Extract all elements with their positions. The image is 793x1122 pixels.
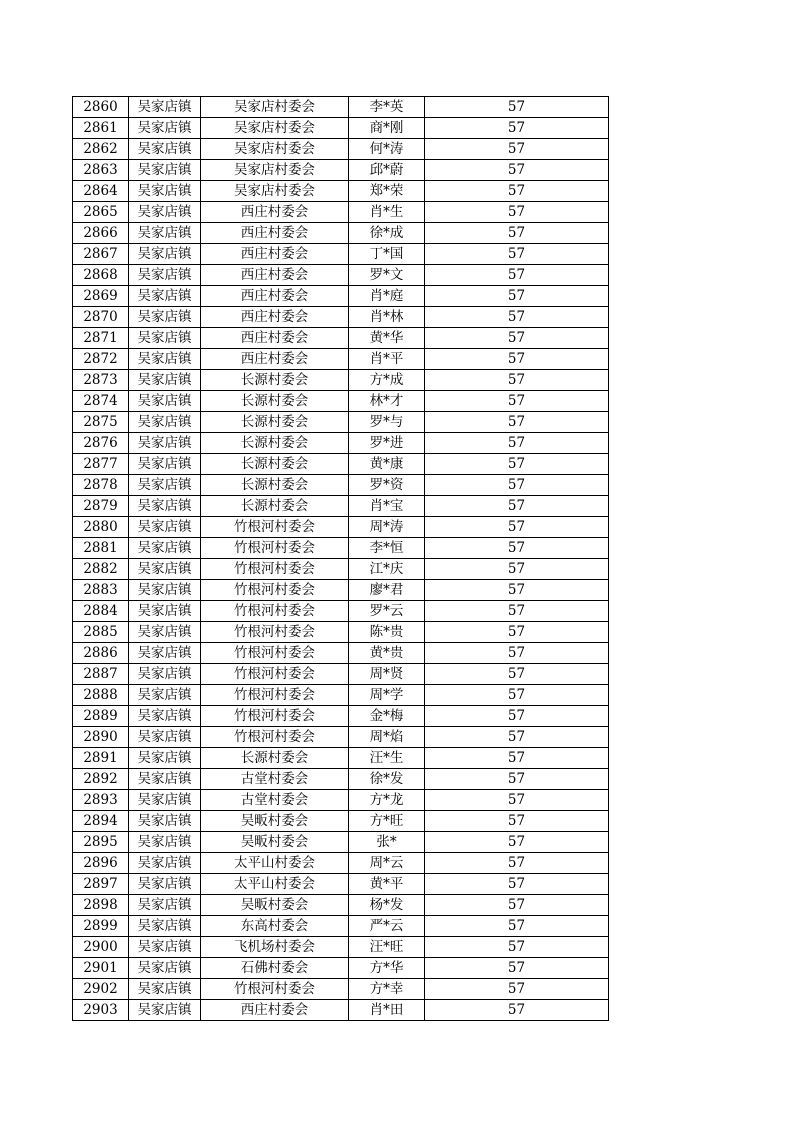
table-row xyxy=(73,370,609,391)
table-row xyxy=(73,412,609,433)
town-cell: 吴家店镇 xyxy=(129,307,201,328)
person-name-cell: 李*英 xyxy=(349,97,425,118)
amount-cell: 57 xyxy=(425,832,609,853)
person-name-cell: 林*才 xyxy=(349,391,425,412)
table-row xyxy=(73,328,609,349)
amount-cell: 57 xyxy=(425,265,609,286)
village-committee-cell: 古堂村委会 xyxy=(201,769,349,790)
amount-cell: 57 xyxy=(425,601,609,622)
town-cell: 吴家店镇 xyxy=(129,559,201,580)
person-name-cell: 黄*康 xyxy=(349,454,425,475)
table-row xyxy=(73,601,609,622)
town-cell: 吴家店镇 xyxy=(129,685,201,706)
village-committee-cell: 吴家店村委会 xyxy=(201,97,349,118)
table-row xyxy=(73,160,609,181)
village-committee-cell: 竹根河村委会 xyxy=(201,538,349,559)
village-committee-cell: 长源村委会 xyxy=(201,412,349,433)
row-number-cell: 2866 xyxy=(73,223,129,244)
row-number-cell: 2878 xyxy=(73,475,129,496)
amount-cell: 57 xyxy=(425,475,609,496)
person-name-cell: 邱*蔚 xyxy=(349,160,425,181)
row-number-cell: 2876 xyxy=(73,433,129,454)
amount-cell: 57 xyxy=(425,874,609,895)
row-number-cell: 2897 xyxy=(73,874,129,895)
village-committee-cell: 石佛村委会 xyxy=(201,958,349,979)
town-cell: 吴家店镇 xyxy=(129,601,201,622)
amount-cell: 57 xyxy=(425,979,609,1000)
table-row xyxy=(73,727,609,748)
person-name-cell: 方*成 xyxy=(349,370,425,391)
row-number-cell: 2892 xyxy=(73,769,129,790)
amount-cell: 57 xyxy=(425,433,609,454)
person-name-cell: 罗*进 xyxy=(349,433,425,454)
town-cell: 吴家店镇 xyxy=(129,769,201,790)
table-row xyxy=(73,664,609,685)
town-cell: 吴家店镇 xyxy=(129,349,201,370)
table-row xyxy=(73,97,609,118)
village-committee-cell: 西庄村委会 xyxy=(201,328,349,349)
row-number-cell: 2895 xyxy=(73,832,129,853)
person-name-cell: 汪*生 xyxy=(349,748,425,769)
table-row xyxy=(73,202,609,223)
town-cell: 吴家店镇 xyxy=(129,580,201,601)
village-committee-cell: 竹根河村委会 xyxy=(201,727,349,748)
amount-cell: 57 xyxy=(425,895,609,916)
table-row xyxy=(73,790,609,811)
person-name-cell: 方*华 xyxy=(349,958,425,979)
person-name-cell: 廖*君 xyxy=(349,580,425,601)
amount-cell: 57 xyxy=(425,538,609,559)
row-number-cell: 2901 xyxy=(73,958,129,979)
person-name-cell: 周*云 xyxy=(349,853,425,874)
person-name-cell: 周*学 xyxy=(349,685,425,706)
village-committee-cell: 吴家店村委会 xyxy=(201,181,349,202)
amount-cell: 57 xyxy=(425,685,609,706)
amount-cell: 57 xyxy=(425,559,609,580)
person-name-cell: 张* xyxy=(349,832,425,853)
table-row xyxy=(73,223,609,244)
row-number-cell: 2891 xyxy=(73,748,129,769)
amount-cell: 57 xyxy=(425,202,609,223)
village-committee-cell: 西庄村委会 xyxy=(201,244,349,265)
town-cell: 吴家店镇 xyxy=(129,979,201,1000)
amount-cell: 57 xyxy=(425,181,609,202)
table-row xyxy=(73,706,609,727)
row-number-cell: 2877 xyxy=(73,454,129,475)
town-cell: 吴家店镇 xyxy=(129,538,201,559)
amount-cell: 57 xyxy=(425,664,609,685)
town-cell: 吴家店镇 xyxy=(129,916,201,937)
person-name-cell: 黄*贵 xyxy=(349,643,425,664)
village-committee-cell: 长源村委会 xyxy=(201,391,349,412)
amount-cell: 57 xyxy=(425,349,609,370)
amount-cell: 57 xyxy=(425,370,609,391)
table-row xyxy=(73,1000,609,1021)
table-row xyxy=(73,622,609,643)
person-name-cell: 肖*宝 xyxy=(349,496,425,517)
row-number-cell: 2872 xyxy=(73,349,129,370)
amount-cell: 57 xyxy=(425,412,609,433)
amount-cell: 57 xyxy=(425,853,609,874)
person-name-cell: 李*恒 xyxy=(349,538,425,559)
amount-cell: 57 xyxy=(425,454,609,475)
row-number-cell: 2864 xyxy=(73,181,129,202)
row-number-cell: 2880 xyxy=(73,517,129,538)
person-name-cell: 严*云 xyxy=(349,916,425,937)
table-row xyxy=(73,748,609,769)
row-number-cell: 2875 xyxy=(73,412,129,433)
table-row xyxy=(73,643,609,664)
town-cell: 吴家店镇 xyxy=(129,370,201,391)
amount-cell: 57 xyxy=(425,328,609,349)
amount-cell: 57 xyxy=(425,223,609,244)
row-number-cell: 2873 xyxy=(73,370,129,391)
row-number-cell: 2874 xyxy=(73,391,129,412)
amount-cell: 57 xyxy=(425,286,609,307)
row-number-cell: 2862 xyxy=(73,139,129,160)
row-number-cell: 2869 xyxy=(73,286,129,307)
person-name-cell: 商*刚 xyxy=(349,118,425,139)
amount-cell: 57 xyxy=(425,391,609,412)
table-row xyxy=(73,895,609,916)
row-number-cell: 2889 xyxy=(73,706,129,727)
table-row xyxy=(73,433,609,454)
row-number-cell: 2861 xyxy=(73,118,129,139)
person-name-cell: 肖*林 xyxy=(349,307,425,328)
person-name-cell: 周*贤 xyxy=(349,664,425,685)
amount-cell: 57 xyxy=(425,958,609,979)
village-committee-cell: 竹根河村委会 xyxy=(201,979,349,1000)
row-number-cell: 2886 xyxy=(73,643,129,664)
row-number-cell: 2900 xyxy=(73,937,129,958)
town-cell: 吴家店镇 xyxy=(129,181,201,202)
row-number-cell: 2879 xyxy=(73,496,129,517)
village-committee-cell: 吴畈村委会 xyxy=(201,895,349,916)
person-name-cell: 罗*云 xyxy=(349,601,425,622)
town-cell: 吴家店镇 xyxy=(129,643,201,664)
amount-cell: 57 xyxy=(425,496,609,517)
village-committee-cell: 西庄村委会 xyxy=(201,286,349,307)
table-row xyxy=(73,349,609,370)
subsidy-table xyxy=(72,96,609,1021)
village-committee-cell: 竹根河村委会 xyxy=(201,685,349,706)
village-committee-cell: 长源村委会 xyxy=(201,496,349,517)
amount-cell: 57 xyxy=(425,706,609,727)
person-name-cell: 杨*发 xyxy=(349,895,425,916)
row-number-cell: 2899 xyxy=(73,916,129,937)
town-cell: 吴家店镇 xyxy=(129,139,201,160)
town-cell: 吴家店镇 xyxy=(129,937,201,958)
person-name-cell: 方*旺 xyxy=(349,811,425,832)
village-committee-cell: 吴家店村委会 xyxy=(201,118,349,139)
table-row xyxy=(73,538,609,559)
table-row xyxy=(73,958,609,979)
town-cell: 吴家店镇 xyxy=(129,811,201,832)
town-cell: 吴家店镇 xyxy=(129,454,201,475)
town-cell: 吴家店镇 xyxy=(129,244,201,265)
town-cell: 吴家店镇 xyxy=(129,706,201,727)
village-committee-cell: 西庄村委会 xyxy=(201,223,349,244)
village-committee-cell: 长源村委会 xyxy=(201,370,349,391)
amount-cell: 57 xyxy=(425,790,609,811)
table-row xyxy=(73,139,609,160)
town-cell: 吴家店镇 xyxy=(129,118,201,139)
town-cell: 吴家店镇 xyxy=(129,1000,201,1021)
town-cell: 吴家店镇 xyxy=(129,874,201,895)
row-number-cell: 2894 xyxy=(73,811,129,832)
person-name-cell: 金*梅 xyxy=(349,706,425,727)
village-committee-cell: 太平山村委会 xyxy=(201,874,349,895)
person-name-cell: 黄*平 xyxy=(349,874,425,895)
village-committee-cell: 竹根河村委会 xyxy=(201,643,349,664)
amount-cell: 57 xyxy=(425,118,609,139)
village-committee-cell: 太平山村委会 xyxy=(201,853,349,874)
amount-cell: 57 xyxy=(425,1000,609,1021)
table-row xyxy=(73,832,609,853)
amount-cell: 57 xyxy=(425,769,609,790)
amount-cell: 57 xyxy=(425,517,609,538)
town-cell: 吴家店镇 xyxy=(129,412,201,433)
village-committee-cell: 竹根河村委会 xyxy=(201,559,349,580)
town-cell: 吴家店镇 xyxy=(129,97,201,118)
amount-cell: 57 xyxy=(425,307,609,328)
table-row xyxy=(73,769,609,790)
table-row xyxy=(73,475,609,496)
person-name-cell: 罗*文 xyxy=(349,265,425,286)
person-name-cell: 黄*华 xyxy=(349,328,425,349)
person-name-cell: 肖*田 xyxy=(349,1000,425,1021)
person-name-cell: 肖*平 xyxy=(349,349,425,370)
table-row xyxy=(73,580,609,601)
row-number-cell: 2870 xyxy=(73,307,129,328)
town-cell: 吴家店镇 xyxy=(129,433,201,454)
row-number-cell: 2888 xyxy=(73,685,129,706)
row-number-cell: 2890 xyxy=(73,727,129,748)
amount-cell: 57 xyxy=(425,244,609,265)
row-number-cell: 2884 xyxy=(73,601,129,622)
town-cell: 吴家店镇 xyxy=(129,958,201,979)
table-body xyxy=(73,97,609,1021)
village-committee-cell: 吴畈村委会 xyxy=(201,811,349,832)
town-cell: 吴家店镇 xyxy=(129,202,201,223)
row-number-cell: 2885 xyxy=(73,622,129,643)
amount-cell: 57 xyxy=(425,622,609,643)
person-name-cell: 徐*成 xyxy=(349,223,425,244)
amount-cell: 57 xyxy=(425,727,609,748)
table-row xyxy=(73,391,609,412)
table-row xyxy=(73,937,609,958)
row-number-cell: 2871 xyxy=(73,328,129,349)
village-committee-cell: 竹根河村委会 xyxy=(201,517,349,538)
row-number-cell: 2868 xyxy=(73,265,129,286)
row-number-cell: 2882 xyxy=(73,559,129,580)
person-name-cell: 郑*荣 xyxy=(349,181,425,202)
table-row xyxy=(73,853,609,874)
table-row xyxy=(73,559,609,580)
person-name-cell: 丁*国 xyxy=(349,244,425,265)
table-row xyxy=(73,916,609,937)
amount-cell: 57 xyxy=(425,643,609,664)
person-name-cell: 方*龙 xyxy=(349,790,425,811)
row-number-cell: 2903 xyxy=(73,1000,129,1021)
table-row xyxy=(73,979,609,1000)
village-committee-cell: 竹根河村委会 xyxy=(201,601,349,622)
person-name-cell: 肖*生 xyxy=(349,202,425,223)
town-cell: 吴家店镇 xyxy=(129,727,201,748)
table-row xyxy=(73,874,609,895)
town-cell: 吴家店镇 xyxy=(129,391,201,412)
row-number-cell: 2902 xyxy=(73,979,129,1000)
row-number-cell: 2881 xyxy=(73,538,129,559)
amount-cell: 57 xyxy=(425,811,609,832)
village-committee-cell: 竹根河村委会 xyxy=(201,664,349,685)
village-committee-cell: 古堂村委会 xyxy=(201,790,349,811)
person-name-cell: 江*庆 xyxy=(349,559,425,580)
row-number-cell: 2865 xyxy=(73,202,129,223)
town-cell: 吴家店镇 xyxy=(129,265,201,286)
village-committee-cell: 西庄村委会 xyxy=(201,307,349,328)
person-name-cell: 陈*贵 xyxy=(349,622,425,643)
person-name-cell: 何*涛 xyxy=(349,139,425,160)
amount-cell: 57 xyxy=(425,580,609,601)
amount-cell: 57 xyxy=(425,937,609,958)
village-committee-cell: 西庄村委会 xyxy=(201,1000,349,1021)
table-row xyxy=(73,181,609,202)
row-number-cell: 2893 xyxy=(73,790,129,811)
amount-cell: 57 xyxy=(425,748,609,769)
table-row xyxy=(73,286,609,307)
person-name-cell: 罗*资 xyxy=(349,475,425,496)
village-committee-cell: 飞机场村委会 xyxy=(201,937,349,958)
town-cell: 吴家店镇 xyxy=(129,853,201,874)
amount-cell: 57 xyxy=(425,160,609,181)
row-number-cell: 2887 xyxy=(73,664,129,685)
village-committee-cell: 吴家店村委会 xyxy=(201,160,349,181)
row-number-cell: 2867 xyxy=(73,244,129,265)
village-committee-cell: 竹根河村委会 xyxy=(201,706,349,727)
person-name-cell: 周*涛 xyxy=(349,517,425,538)
village-committee-cell: 竹根河村委会 xyxy=(201,580,349,601)
person-name-cell: 徐*发 xyxy=(349,769,425,790)
town-cell: 吴家店镇 xyxy=(129,664,201,685)
town-cell: 吴家店镇 xyxy=(129,475,201,496)
table-row xyxy=(73,496,609,517)
table-row xyxy=(73,265,609,286)
town-cell: 吴家店镇 xyxy=(129,790,201,811)
table-row xyxy=(73,454,609,475)
row-number-cell: 2860 xyxy=(73,97,129,118)
row-number-cell: 2863 xyxy=(73,160,129,181)
town-cell: 吴家店镇 xyxy=(129,328,201,349)
table-row xyxy=(73,244,609,265)
row-number-cell: 2896 xyxy=(73,853,129,874)
person-name-cell: 方*幸 xyxy=(349,979,425,1000)
village-committee-cell: 吴家店村委会 xyxy=(201,139,349,160)
row-number-cell: 2898 xyxy=(73,895,129,916)
village-committee-cell: 长源村委会 xyxy=(201,454,349,475)
village-committee-cell: 吴畈村委会 xyxy=(201,832,349,853)
town-cell: 吴家店镇 xyxy=(129,517,201,538)
village-committee-cell: 长源村委会 xyxy=(201,433,349,454)
amount-cell: 57 xyxy=(425,97,609,118)
amount-cell: 57 xyxy=(425,916,609,937)
person-name-cell: 周*焰 xyxy=(349,727,425,748)
person-name-cell: 罗*与 xyxy=(349,412,425,433)
person-name-cell: 肖*庭 xyxy=(349,286,425,307)
town-cell: 吴家店镇 xyxy=(129,286,201,307)
village-committee-cell: 西庄村委会 xyxy=(201,265,349,286)
table-row xyxy=(73,118,609,139)
town-cell: 吴家店镇 xyxy=(129,622,201,643)
village-committee-cell: 长源村委会 xyxy=(201,475,349,496)
village-committee-cell: 竹根河村委会 xyxy=(201,622,349,643)
person-name-cell: 汪*旺 xyxy=(349,937,425,958)
table-row xyxy=(73,517,609,538)
town-cell: 吴家店镇 xyxy=(129,895,201,916)
row-number-cell: 2883 xyxy=(73,580,129,601)
village-committee-cell: 西庄村委会 xyxy=(201,202,349,223)
village-committee-cell: 长源村委会 xyxy=(201,748,349,769)
village-committee-cell: 西庄村委会 xyxy=(201,349,349,370)
village-committee-cell: 东高村委会 xyxy=(201,916,349,937)
town-cell: 吴家店镇 xyxy=(129,832,201,853)
table-row xyxy=(73,811,609,832)
table-row xyxy=(73,685,609,706)
amount-cell: 57 xyxy=(425,139,609,160)
table-row xyxy=(73,307,609,328)
town-cell: 吴家店镇 xyxy=(129,223,201,244)
town-cell: 吴家店镇 xyxy=(129,160,201,181)
town-cell: 吴家店镇 xyxy=(129,496,201,517)
town-cell: 吴家店镇 xyxy=(129,748,201,769)
